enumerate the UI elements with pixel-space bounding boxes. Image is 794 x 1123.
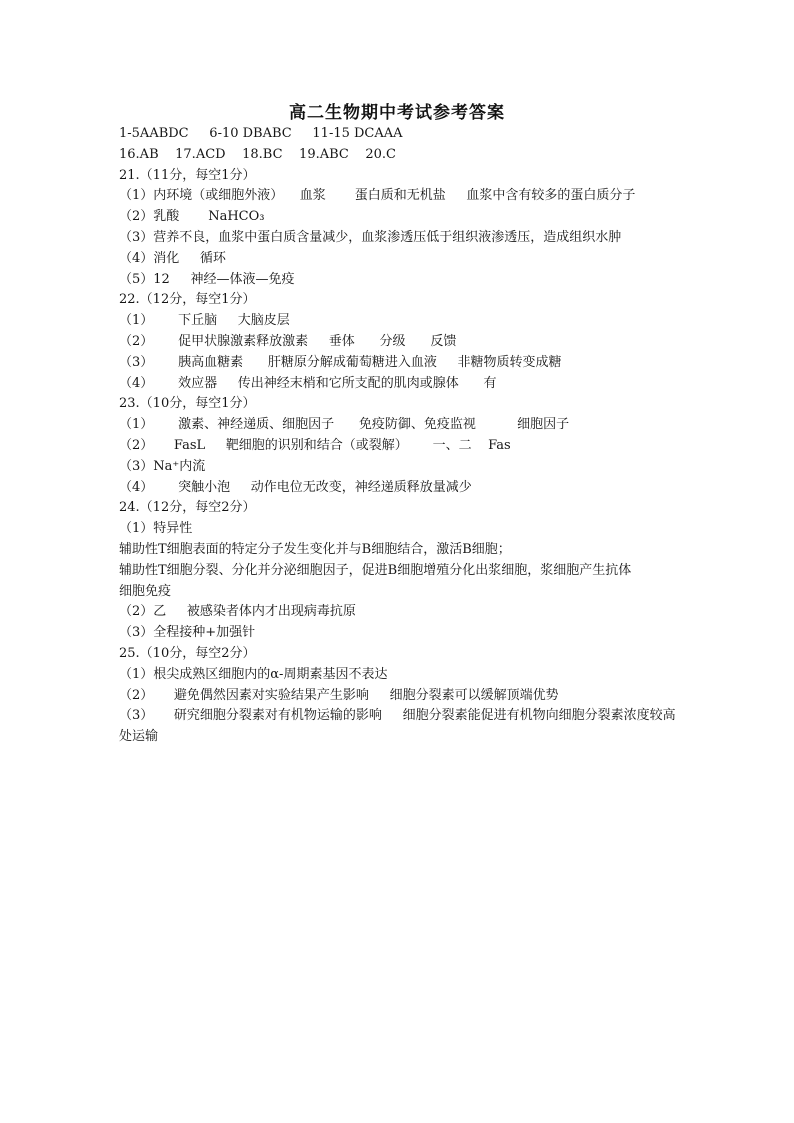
question-25-header: 25.（10分，每空2分） xyxy=(119,645,256,661)
answer-line-mc-1-15: 1-5AABDC 6-10 DBABC 11-15 DCAAA xyxy=(119,126,403,141)
question-22-header: 22.（12分，每空1分） xyxy=(119,292,256,308)
answer-line-22-4: （4） 效应器 传出神经末梢和它所支配的肌肉或腺体 有 xyxy=(119,375,497,391)
answer-line-21-1: （1）内环境（或细胞外液） 血浆 蛋白质和无机盐 血浆中含有较多的蛋白质分子 xyxy=(119,188,636,204)
answer-line-21-2: （2）乳酸 NaHCO₃ xyxy=(119,209,265,225)
answer-line-25-3: （3） 研究细胞分裂素对有机物运输的影响 细胞分裂素能促进有机物向细胞分裂素浓度较高处运输 xyxy=(119,708,676,745)
question-21-header: 21.（11分，每空1分） xyxy=(119,167,256,183)
answer-line-24-1-detail-a: 辅助性T细胞表面的特定分子发生变化并与B细胞结合，激活B细胞； xyxy=(119,541,511,557)
answer-line-23-2: （2） FasL 靶细胞的识别和结合（或裂解） 一、二 Fas xyxy=(119,437,511,453)
answer-line-22-3: （3） 胰高血糖素 肝糖原分解成葡萄糖进入血液 非糖物质转变成糖 xyxy=(119,354,562,370)
page-title: 高二生物期中考试参考答案 xyxy=(289,103,505,123)
answer-line-23-1: （1） 激素、神经递质、细胞因子 免疫防御、免疫监视 细胞因子 xyxy=(119,417,570,433)
answer-line-24-1: （1）特异性 xyxy=(119,521,193,537)
answer-line-23-4: （4） 突触小泡 动作电位无改变，神经递质释放量减少 xyxy=(119,479,472,495)
answer-line-23-3: （3）Na⁺内流 xyxy=(119,458,206,474)
answer-line-21-4: （4）消化 循环 xyxy=(119,250,226,266)
answer-content xyxy=(119,124,681,748)
answer-line-25-1: （1）根尖成熟区细胞内的α-周期素基因不表达 xyxy=(119,666,388,682)
answer-line-21-3: （3）营养不良，血浆中蛋白质含量减少，血浆渗透压低于组织液渗透压，造成组织水肿 xyxy=(119,229,622,245)
answer-line-25-2: （2） 避免偶然因素对实验结果产生影响 细胞分裂素可以缓解顶端优势 xyxy=(119,687,559,703)
answer-line-22-2: （2） 促甲状腺激素释放激素 垂体 分级 反馈 xyxy=(119,333,457,349)
answer-line-24-3: （3）全程接种+加强针 xyxy=(119,625,256,641)
answer-line-24-1-detail-c: 细胞免疫 xyxy=(119,583,172,599)
answer-line-24-1-detail-b: 辅助性T细胞分裂、分化并分泌细胞因子，促进B细胞增殖分化出浆细胞，浆细胞产生抗体 xyxy=(119,562,632,578)
answer-line-22-1: （1） 下丘脑 大脑皮层 xyxy=(119,313,290,329)
question-24-header: 24.（12分，每空2分） xyxy=(119,500,256,516)
answer-line-24-2: （2）乙 被感染者体内才出现病毒抗原 xyxy=(119,604,356,620)
answer-line-21-5: （5）12 神经—体液—免疫 xyxy=(119,271,295,287)
answer-line-mc-16-20: 16.AB 17.ACD 18.BC 19.ABC 20.C xyxy=(119,146,397,162)
question-23-header: 23.（10分，每空1分） xyxy=(119,396,256,412)
